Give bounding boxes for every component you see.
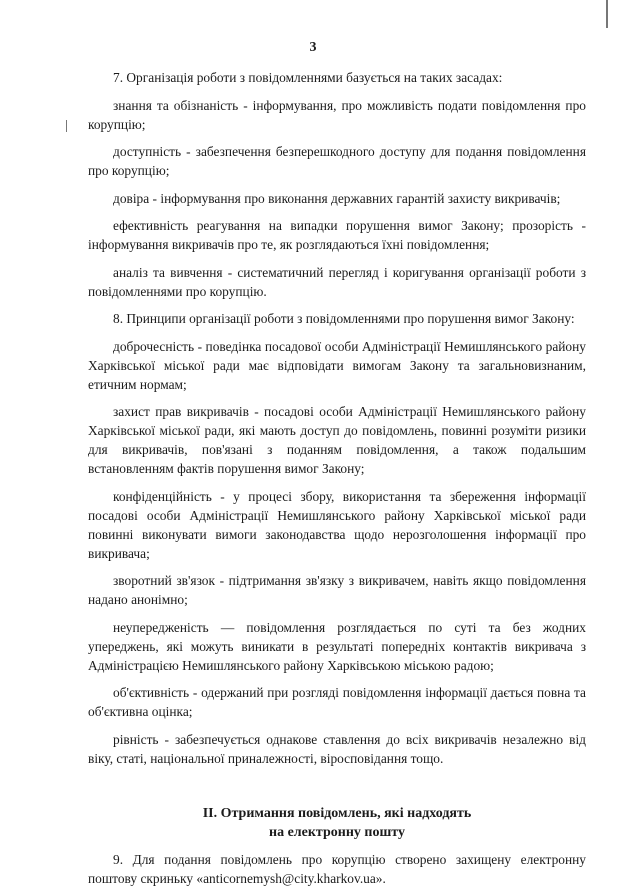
document-body	[88, 68, 586, 896]
scan-edge-mark	[66, 120, 67, 132]
section-heading	[88, 804, 586, 842]
paragraph-9: 9. Для подання повідомлень про корупцію створено захищену електронну поштову скриньку «anticornemysh@city.kharkov.ua».	[88, 851, 586, 886]
principle-effectiveness: ефективність реагування на випадки порушення вимог Закону; прозорість - інформування викривачів про те, як розглядаються їхні повідомлення;	[88, 218, 586, 252]
section-heading-line1: II. Отримання повідомлень, які надходять	[202, 805, 472, 821]
principle-feedback: зворотний зв'язок - підтримання зв'язку з викривачем, навіть якщо повідомлення надано анонімно;	[88, 573, 586, 607]
principle-whistleblower-protection: захист прав викривачів - посадові особи Адміністрації Немишлянського району Харківської міської ради, які мають доступ до повідомлень, повинні розуміти ризики для викривачів, пов'язані з поданням повідомлення, а також подальшим встановленням фактів порушення вимог Закону;	[88, 404, 586, 476]
paragraph-7: 7. Організація роботи з повідомленнями базується на таких засадах:	[113, 70, 503, 85]
principle-analysis: аналіз та вивчення - систематичний перегляд і коригування організації роботи з повідомленнями про корупцію.	[88, 264, 586, 299]
principle-confidentiality: конфіденційність - у процесі збору, використання та збереження інформації посадові особи Адміністрації Немишлянського району Харківської міської ради повинні виконувати вимоги законодавства щодо нерозголошення інформації про викривача;	[88, 488, 586, 561]
principle-impartiality: неупередженість — повідомлення розглядається по суті та без жодних упереджень, які можуть виникати в результаті попередніх контактів викривача з Адміністрацією Немишлянського району Харківською міською радою;	[88, 619, 586, 673]
principle-integrity: доброчесність - поведінка посадової особи Адміністрації Немишлянського району Харківської міської ради має відповідати вимогам Закону та загальновизнаним, етичним нормам;	[88, 338, 586, 392]
principle-trust: довіра - інформування про виконання державних гарантій захисту викривачів;	[113, 190, 561, 206]
principle-equality: рівність - забезпечується однакове ставлення до всіх викривачів незалежно від віку, статі, національної приналежності, віросповідання тощо.	[88, 731, 586, 766]
section-heading-line2: на електронну пошту	[269, 824, 405, 840]
scan-edge-mark	[606, 0, 608, 28]
principle-accessibility: доступність - забезпечення безперешкодного доступу для подання повідомлення про корупцію;	[88, 144, 586, 178]
paragraph-8: 8. Принципи організації роботи з повідомленнями про порушення вимог Закону:	[113, 311, 575, 326]
principle-objectivity: об'єктивність - одержаний при розгляді повідомлення інформації дається повна та об'єктивна оцінка;	[88, 685, 586, 719]
principle-awareness: знання та обізнаність - інформування, про можливість подати повідомлення про корупцію;	[88, 97, 586, 132]
page-number: 3	[309, 40, 317, 55]
